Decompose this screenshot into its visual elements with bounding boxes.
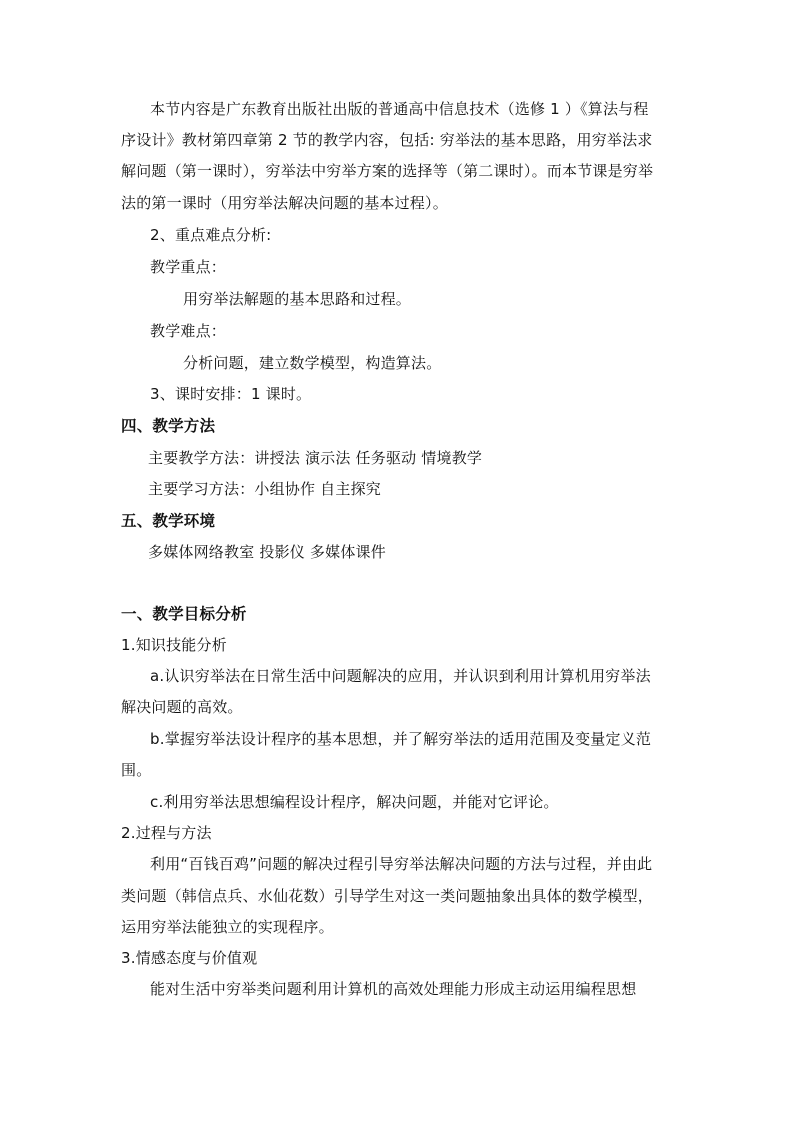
section-heading-goals: 一、教学目标分析 xyxy=(121,605,247,623)
intro-paragraph-line-3: 解问题（第一课时），穷举法中穷举方案的选择等（第二课时）。而本节课是穷举 xyxy=(121,162,654,180)
goal-1-heading: 1.知识技能分析 xyxy=(121,636,227,654)
intro-paragraph-line-1: 本节内容是广东教育出版社出版的普通高中信息技术（选修 1 ）《算法与程 xyxy=(150,100,649,118)
goal-3-line-1: 能对生活中穷举类问题利用计算机的高效处理能力形成主动运用编程思想 xyxy=(150,980,637,998)
goal-2-line-2: 类问题（韩信点兵、水仙花数）引导学生对这一类问题抽象出具体的数学模型， xyxy=(121,887,654,905)
goal-1b-line-1: b.掌握穷举法设计程序的基本思想，并了解穷举法的适用范围及变量定义范 xyxy=(150,730,652,748)
intro-paragraph-line-2: 序设计》教材第四章第 2 节的教学内容，包括: 穷举法的基本思路，用穷举法求 xyxy=(121,131,653,149)
focus-text: 用穷举法解题的基本思路和过程。 xyxy=(183,290,412,308)
schedule-text: 3、课时安排：1 课时。 xyxy=(150,385,312,403)
section-heading-methods: 四、教学方法 xyxy=(121,417,216,435)
environment-text: 多媒体网络教室 投影仪 多媒体课件 xyxy=(148,543,386,561)
goal-1a-line-2: 解决问题的高效。 xyxy=(121,698,243,716)
teaching-methods-text: 主要教学方法：讲授法 演示法 任务驱动 情境教学 xyxy=(148,449,483,467)
difficulty-label: 教学难点： xyxy=(150,322,227,340)
difficulty-text: 分析问题，建立数学模型，构造算法。 xyxy=(183,354,442,372)
goal-2-line-1: 利用“百钱百鸡”问题的解决过程引导穷举法解决问题的方法与过程，并由此 xyxy=(150,855,653,873)
section-heading-environment: 五、教学环境 xyxy=(121,512,216,530)
intro-paragraph-line-4: 法的第一课时（用穷举法解决问题的基本过程）。 xyxy=(121,194,448,212)
goal-3-heading: 3.情感态度与价值观 xyxy=(121,949,258,967)
goal-2-line-3: 运用穷举法能独立的实现程序。 xyxy=(121,918,334,936)
key-points-heading: 2、重点难点分析: xyxy=(150,226,272,244)
goal-1c: c.利用穷举法思想编程设计程序，解决问题，并能对它评论。 xyxy=(150,793,559,811)
focus-label: 教学重点： xyxy=(150,258,227,276)
goal-1b-line-2: 围。 xyxy=(121,761,152,779)
goal-1a-line-1: a.认识穷举法在日常生活中问题解决的应用，并认识到利用计算机用穷举法 xyxy=(150,667,651,685)
learning-methods-text: 主要学习方法：小组协作 自主探究 xyxy=(148,480,381,498)
goal-2-heading: 2.过程与方法 xyxy=(121,824,212,842)
